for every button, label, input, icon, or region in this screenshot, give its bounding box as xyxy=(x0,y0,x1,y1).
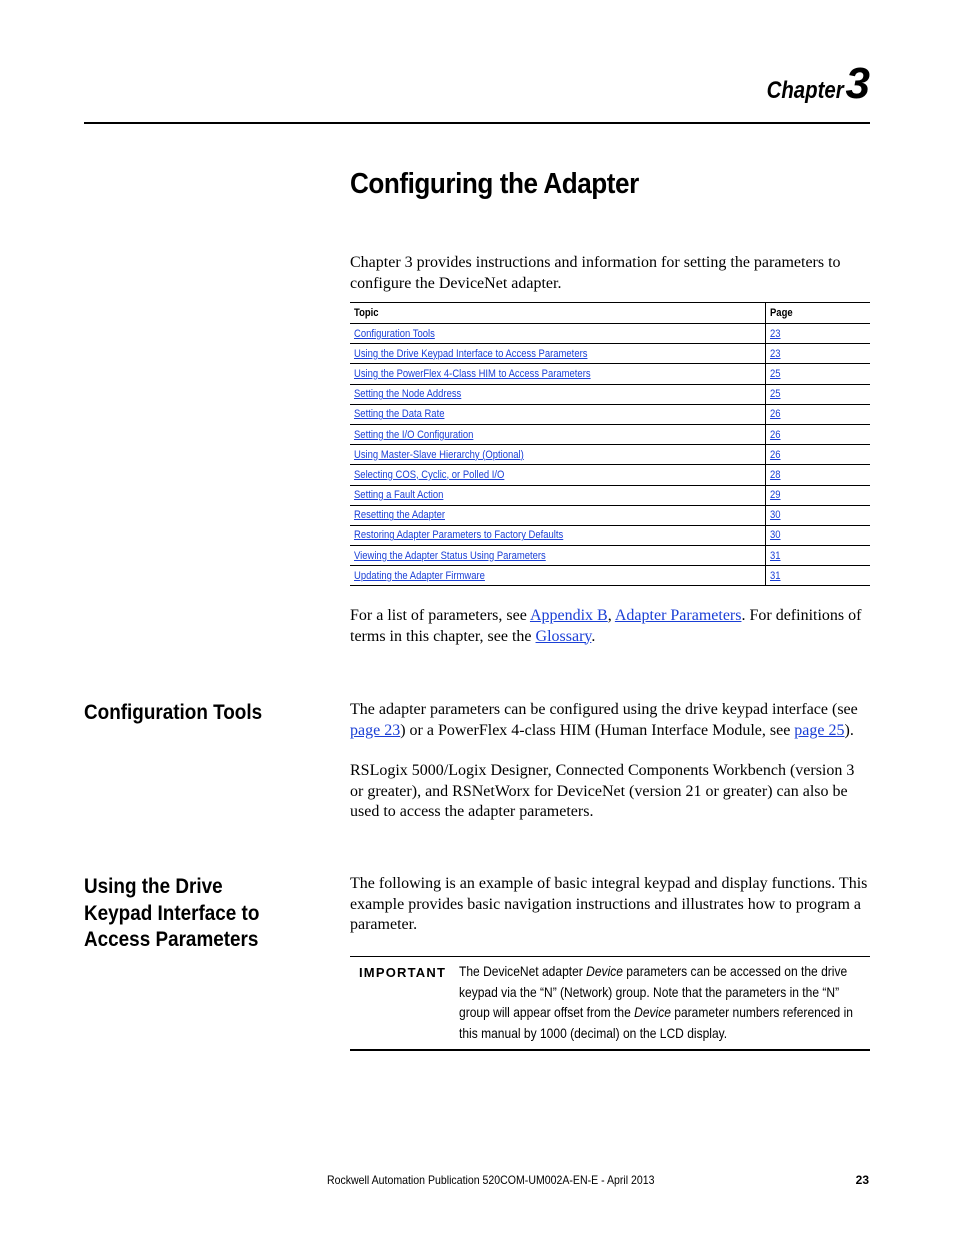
table-row xyxy=(350,485,870,505)
intro-paragraph: Chapter 3 provides instructions and information for setting the parameters to configure the DeviceNet adapter. xyxy=(350,254,841,292)
chapter-rule xyxy=(84,122,870,124)
topic-link[interactable]: Viewing the Adapter Status Using Parameters xyxy=(354,549,546,562)
footer-page-number: 23 xyxy=(855,1173,869,1187)
topic-link[interactable]: Restoring Adapter Parameters to Factory Defaults xyxy=(354,529,564,542)
page-link[interactable]: 26 xyxy=(770,448,781,461)
page-link[interactable]: 28 xyxy=(770,468,781,481)
page-link[interactable]: 29 xyxy=(770,489,781,502)
topic-link[interactable]: Configuration Tools xyxy=(354,327,435,340)
table-row xyxy=(350,364,870,384)
page-25-link[interactable]: page 25 xyxy=(794,721,845,739)
topic-link[interactable]: Using Master-Slave Hierarchy (Optional) xyxy=(354,448,524,461)
topic-link[interactable]: Setting the Data Rate xyxy=(354,408,445,421)
chapter-word: Chapter xyxy=(766,77,844,104)
important-text: The DeviceNet adapter Device parameters can be accessed on the drive keypad via the “N” (Network) group. Note that the parameters in the “N” group will appear offset from the Device parameter numbers referenced in this manual by 1000 (decimal) on the LCD display. xyxy=(459,963,853,1041)
topic-column-header: Topic xyxy=(350,303,766,324)
keypad-paragraph: The following is an example of basic integral keypad and display functions. This example provides basic navigation instructions and illustrates how to program a parameter. xyxy=(350,875,868,933)
topic-link[interactable]: Setting the I/O Configuration xyxy=(354,428,474,441)
page-link[interactable]: 25 xyxy=(770,388,781,401)
table-row xyxy=(350,404,870,424)
important-label: IMPORTANT xyxy=(359,965,447,980)
page-link[interactable]: 31 xyxy=(770,569,781,582)
page-link[interactable]: 23 xyxy=(770,347,781,360)
footer-publication: Rockwell Automation Publication 520COM-UM002A-EN-E - April 2013 xyxy=(327,1173,655,1187)
topic-link[interactable]: Updating the Adapter Firmware xyxy=(354,569,485,582)
table-row xyxy=(350,566,870,586)
page-link[interactable]: 30 xyxy=(770,509,781,522)
page-23-link[interactable]: page 23 xyxy=(350,721,401,739)
topic-link[interactable]: Resetting the Adapter xyxy=(354,509,445,522)
page-title: Configuring the Adapter xyxy=(350,168,639,200)
page-column-header: Page xyxy=(766,303,871,324)
table-row xyxy=(350,324,870,344)
table-row xyxy=(350,424,870,444)
chapter-label xyxy=(753,59,870,108)
table-row xyxy=(350,465,870,485)
glossary-link[interactable]: Glossary xyxy=(535,627,592,645)
page-link[interactable]: 25 xyxy=(770,367,781,380)
table-row xyxy=(350,384,870,404)
table-row xyxy=(350,546,870,566)
configuration-tools-heading: Configuration Tools xyxy=(84,701,263,724)
keypad-section-heading: Using the Drive Keypad Interface to Access Parameters xyxy=(84,875,260,951)
topic-link[interactable]: Setting the Node Address xyxy=(354,388,462,401)
page-link[interactable]: 23 xyxy=(770,327,781,340)
topic-link[interactable]: Using the PowerFlex 4-Class HIM to Access Parameters xyxy=(354,367,591,380)
parameters-paragraph: For a list of parameters, see Appendix B, Adapter Parameters. For definitions of terms in this chapter, see the Glossary. xyxy=(350,607,862,645)
chapter-number: 3 xyxy=(845,59,870,108)
software-tools-paragraph: RSLogix 5000/Logix Designer, Connected Components Workbench (version 3 or greater), and RSNetWorx for DeviceNet (version 21 or greater) can also be used to access the adapter parameters. xyxy=(350,762,855,820)
topic-link[interactable]: Setting a Fault Action xyxy=(354,489,444,502)
important-note xyxy=(350,956,870,1051)
appendix-b-link[interactable]: Appendix B xyxy=(529,607,608,624)
page-link[interactable]: 26 xyxy=(770,428,781,441)
table-row xyxy=(350,525,870,545)
page-link[interactable]: 30 xyxy=(770,529,781,542)
table-row xyxy=(350,344,870,364)
page-link[interactable]: 26 xyxy=(770,408,781,421)
topic-table-body xyxy=(350,324,870,586)
page-link[interactable]: 31 xyxy=(770,549,781,562)
adapter-parameters-link[interactable]: Adapter Parameters xyxy=(614,607,742,624)
topic-link[interactable]: Using the Drive Keypad Interface to Access Parameters xyxy=(354,347,588,360)
topic-table-header xyxy=(350,303,870,324)
topic-table xyxy=(350,302,870,586)
topic-link[interactable]: Selecting COS, Cyclic, or Polled I/O xyxy=(354,468,505,481)
configuration-tools-paragraph: The adapter parameters can be configured using the drive keypad interface (see page 23) or a PowerFlex 4-class HIM (Human Interface Module, see page 25). xyxy=(350,701,858,739)
table-row xyxy=(350,445,870,465)
table-row xyxy=(350,505,870,525)
